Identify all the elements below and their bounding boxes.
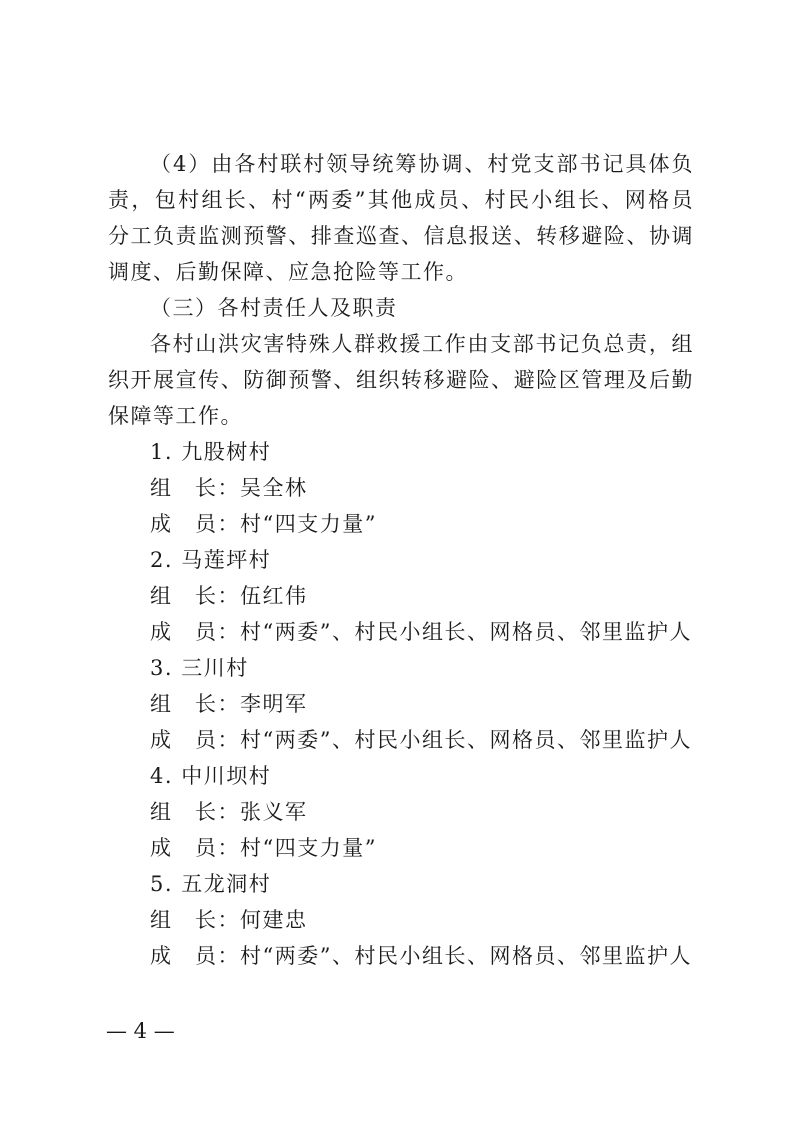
village-members: 成 员：村“四支力量”	[150, 512, 377, 536]
village-members: 成 员：村“两委”、村民小组长、网格员、邻里监护人	[150, 944, 692, 968]
village-leader: 组 长：伍红伟	[150, 584, 308, 608]
village-title: 4. 中川坝村	[150, 764, 272, 788]
village-members: 成 员：村“四支力量”	[150, 836, 377, 860]
village-leader: 组 长：张义军	[150, 800, 308, 824]
paragraph-item-4: （4）由各村联村领导统筹协调、村党支部书记具体负责，包村组长、村“两委”其他成员、村民小组长、网格员分工负责监测预警、排查巡查、信息报送、转移避险、协调调度、后勤保障、应急抢险等工作。	[108, 152, 694, 284]
village-members: 成 员：村“两委”、村民小组长、网格员、邻里监护人	[150, 620, 692, 644]
section-body: 各村山洪灾害特殊人群救援工作由支部书记负总责，组织开展宣传、防御预警、组织转移避险、避险区管理及后勤保障等工作。	[108, 332, 694, 428]
village-title: 5. 五龙洞村	[150, 872, 272, 896]
village-title: 1. 九股树村	[150, 440, 272, 464]
village-leader: 组 长：吴全林	[150, 476, 308, 500]
village-leader: 组 长：李明军	[150, 692, 308, 716]
village-members: 成 员：村“两委”、村民小组长、网格员、邻里监护人	[150, 728, 692, 752]
section-heading: （三）各村责任人及职责	[150, 296, 398, 320]
page-number: — 4 —	[106, 1019, 175, 1043]
village-title: 3. 三川村	[150, 656, 249, 680]
village-title: 2. 马莲坪村	[150, 548, 272, 572]
village-leader: 组 长：何建忠	[150, 908, 308, 932]
